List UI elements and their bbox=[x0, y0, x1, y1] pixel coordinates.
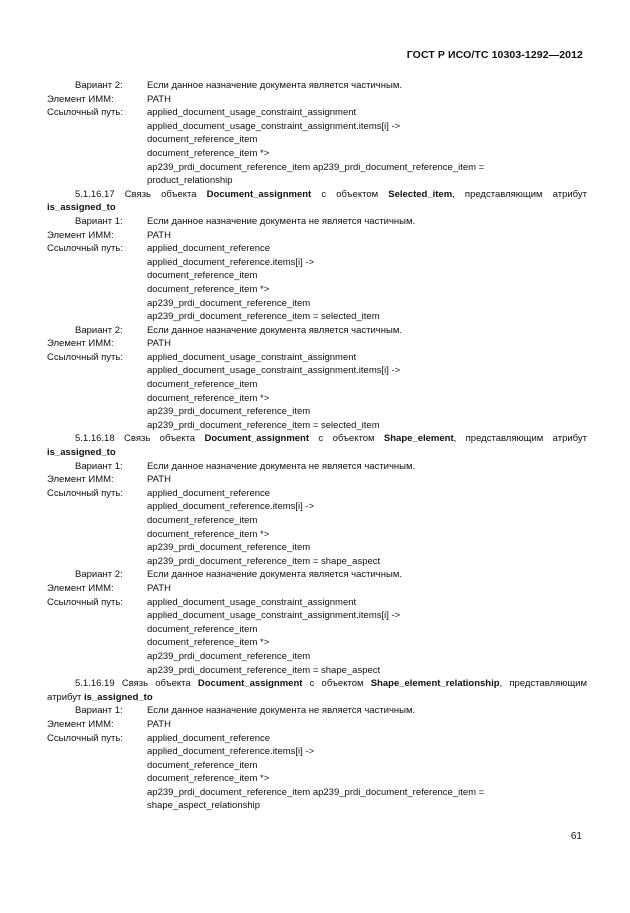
element-label: Элемент ИММ: bbox=[47, 338, 114, 350]
reference-path-line: document_reference_item bbox=[147, 270, 258, 282]
element-row bbox=[47, 473, 587, 487]
element-row bbox=[47, 337, 587, 351]
section-text: , представляющим атрибут bbox=[453, 433, 588, 445]
section-text: с объектом bbox=[302, 678, 371, 690]
reference-path-line: applied_document_usage_constraint_assignment.items[i] -> bbox=[147, 365, 401, 377]
reference-path-line: ap239_prdi_document_reference_item = selected_item bbox=[147, 311, 380, 323]
reference-path-line: ap239_prdi_document_reference_item bbox=[147, 297, 311, 309]
reference-path-line: document_reference_item *> bbox=[147, 528, 270, 540]
reference-path-line: document_reference_item bbox=[147, 623, 258, 635]
reference-path-line: ap239_prdi_document_reference_item = shape_aspect bbox=[147, 664, 381, 676]
variant-text: Если данное назначение документа является частичным. bbox=[147, 569, 403, 581]
page-number: 61 bbox=[570, 831, 582, 842]
section-text: , представляющим атрибут bbox=[47, 678, 588, 703]
variant-label: Вариант 1: bbox=[75, 460, 123, 472]
reference-path-label: Ссылочный путь: bbox=[47, 351, 123, 363]
variant-label: Вариант 1: bbox=[75, 215, 123, 227]
entity-name: Shape_element_relationship bbox=[370, 678, 500, 690]
element-row bbox=[47, 93, 587, 107]
entity-name: Selected_item bbox=[388, 188, 453, 200]
variant-row bbox=[47, 460, 587, 474]
variant-text: Если данное назначение документа является частичным. bbox=[147, 324, 403, 336]
element-value: PATH bbox=[147, 229, 171, 241]
reference-path-line: applied_document_reference bbox=[147, 243, 271, 255]
element-row bbox=[47, 229, 587, 243]
element-row bbox=[47, 718, 587, 732]
element-label: Элемент ИММ: bbox=[47, 582, 114, 594]
element-value: PATH bbox=[147, 718, 171, 730]
section-text: с объектом bbox=[311, 188, 389, 200]
variant-text: Если данное назначение документа не является частичным. bbox=[147, 460, 416, 472]
reference-path-line: applied_document_usage_constraint_assignment bbox=[147, 351, 357, 363]
reference-path-line: applied_document_reference bbox=[147, 487, 271, 499]
reference-path-row bbox=[47, 242, 587, 256]
section-text: с объектом bbox=[309, 433, 384, 445]
reference-path-row bbox=[47, 487, 587, 501]
entity-name: Shape_element bbox=[383, 433, 454, 445]
reference-path-row bbox=[47, 732, 587, 746]
entity-name: is_assigned_to bbox=[47, 202, 116, 214]
reference-path-line: applied_document_usage_constraint_assignment bbox=[147, 596, 357, 608]
reference-path-line: ap239_prdi_document_reference_item bbox=[147, 406, 311, 418]
variant-row bbox=[47, 568, 587, 582]
reference-path-line: applied_document_usage_constraint_assignment.items[i] -> bbox=[147, 120, 401, 132]
element-value: PATH bbox=[147, 93, 171, 105]
reference-path-line: applied_document_usage_constraint_assignment.items[i] -> bbox=[147, 610, 401, 622]
reference-path-line: shape_aspect_relationship bbox=[147, 800, 261, 812]
reference-path-label: Ссылочный путь: bbox=[47, 732, 123, 744]
reference-path-line: applied_document_reference.items[i] -> bbox=[147, 501, 315, 513]
variant-text: Если данное назначение документа не является частичным. bbox=[147, 705, 416, 717]
reference-path-line: document_reference_item *> bbox=[147, 392, 270, 404]
reference-path-line: ap239_prdi_document_reference_item = shape_aspect bbox=[147, 555, 381, 567]
variant-row bbox=[47, 215, 587, 229]
reference-path-label: Ссылочный путь: bbox=[47, 487, 123, 499]
document-header: ГОСТ Р ИСО/ТС 10303-1292—2012 bbox=[406, 49, 583, 61]
reference-path-line: ap239_prdi_document_reference_item = selected_item bbox=[147, 419, 380, 431]
variant-row bbox=[47, 704, 587, 718]
reference-path-row bbox=[47, 596, 587, 610]
entity-name: is_assigned_to bbox=[84, 691, 153, 703]
reference-path-line: ap239_prdi_document_reference_item bbox=[147, 650, 311, 662]
element-label: Элемент ИММ: bbox=[47, 229, 114, 241]
element-label: Элемент ИММ: bbox=[47, 474, 114, 486]
reference-path-label: Ссылочный путь: bbox=[47, 243, 123, 255]
reference-path-line: applied_document_usage_constraint_assignment bbox=[147, 107, 357, 119]
section-text: Связь объекта bbox=[124, 433, 205, 445]
reference-path-line: document_reference_item bbox=[147, 759, 258, 771]
variant-row bbox=[47, 324, 587, 338]
variant-text: Если данное назначение документа не является частичным. bbox=[147, 215, 416, 227]
reference-path-line: ap239_prdi_document_reference_item bbox=[147, 542, 311, 554]
section-number: 5.1.16.17 bbox=[75, 188, 115, 200]
section-number: 5.1.16.19 bbox=[75, 678, 115, 690]
reference-path-line: product_relationship bbox=[147, 175, 233, 187]
element-row bbox=[47, 582, 587, 596]
variant-label: Вариант 1: bbox=[75, 705, 123, 717]
reference-path-line: document_reference_item bbox=[147, 379, 258, 391]
reference-path-line: document_reference_item *> bbox=[147, 283, 270, 295]
section-heading bbox=[47, 188, 587, 215]
reference-path-row bbox=[47, 351, 587, 365]
reference-path-line: ap239_prdi_document_reference_item ap239_prdi_document_reference_item = bbox=[147, 786, 485, 798]
reference-path-line: applied_document_reference.items[i] -> bbox=[147, 746, 315, 758]
reference-path-label: Ссылочный путь: bbox=[47, 107, 123, 119]
entity-name: is_assigned_to bbox=[47, 447, 116, 459]
reference-path-line: ap239_prdi_document_reference_item ap239_prdi_document_reference_item = bbox=[147, 161, 485, 173]
reference-path-line: document_reference_item *> bbox=[147, 637, 270, 649]
entity-name: Document_assignment bbox=[197, 678, 303, 690]
reference-path-row bbox=[47, 106, 587, 120]
reference-path-label: Ссылочный путь: bbox=[47, 596, 123, 608]
reference-path-line: document_reference_item bbox=[147, 515, 258, 526]
entity-name: Document_assignment bbox=[206, 188, 312, 200]
element-value: PATH bbox=[147, 474, 171, 486]
reference-path-line: document_reference_item *> bbox=[147, 147, 270, 159]
element-value: PATH bbox=[147, 338, 171, 350]
section-heading bbox=[47, 432, 587, 459]
variant-label: Вариант 2: bbox=[75, 569, 123, 581]
reference-path-line: applied_document_reference bbox=[147, 732, 271, 744]
variant-label: Вариант 2: bbox=[75, 324, 123, 336]
section-heading bbox=[47, 677, 587, 704]
variant-text: Если данное назначение документа является частичным. bbox=[147, 80, 403, 91]
element-label: Элемент ИММ: bbox=[47, 93, 114, 105]
element-value: PATH bbox=[147, 582, 171, 594]
section-text: Связь объекта bbox=[121, 678, 198, 690]
reference-path-line: document_reference_item bbox=[147, 134, 258, 146]
variant-row bbox=[47, 79, 587, 93]
variant-label: Вариант 2: bbox=[75, 80, 123, 91]
section-text: , представляющим атрибут bbox=[452, 188, 588, 200]
reference-path-line: document_reference_item *> bbox=[147, 773, 270, 785]
section-text: Связь объекта bbox=[124, 188, 207, 200]
section-number: 5.1.16.18 bbox=[75, 433, 115, 445]
entity-name: Document_assignment bbox=[204, 433, 310, 445]
document-body bbox=[47, 79, 587, 813]
reference-path-line: applied_document_reference.items[i] -> bbox=[147, 256, 315, 268]
element-label: Элемент ИММ: bbox=[47, 718, 114, 730]
